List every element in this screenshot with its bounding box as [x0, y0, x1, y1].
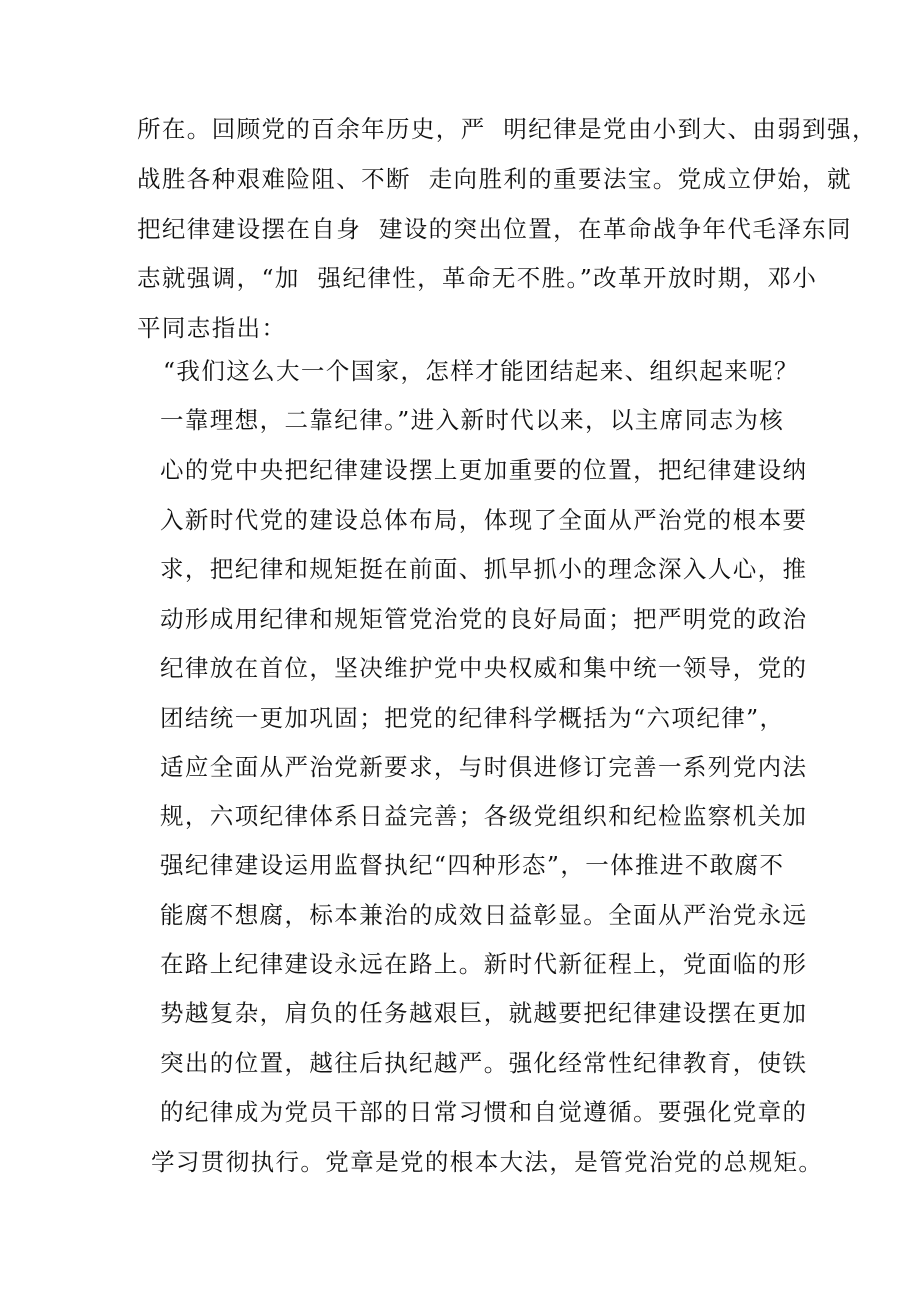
text-line: 学习贯彻执行。党章是党的根本大法，是管党治党的总规矩。 [151, 1148, 824, 1176]
text-line: 所在。回顾党的百余年历史，严 明纪律是党由小到大、由弱到强， [137, 115, 877, 143]
text-line: 团结统一更加巩固；把党的纪律科学概括为“六项纪律”， [160, 704, 785, 732]
text-line: 战胜各种艰难险阻、不断 走向胜利的重要法宝。党成立伊始，就 [137, 165, 852, 193]
text-line: 势越复杂，肩负的任务越艰巨，就越要把纪律建设摆在更加 [160, 999, 808, 1027]
text-line: 把纪律建设摆在自身 建设的突出位置，在革命战争年代毛泽东同 [137, 215, 852, 243]
text-line: 突出的位置，越往后执纪越严。强化经常性纪律教育，使铁 [160, 1049, 808, 1077]
text-line: 适应全面从严治党新要求，与时俱进修订完善一系列党内法 [160, 753, 808, 781]
text-line: 心的党中央把纪律建设摆上更加重要的位置，把纪律建设纳 [160, 456, 808, 484]
text-line: 动形成用纪律和规矩管党治党的良好局面；把严明党的政治 [160, 605, 808, 633]
text-line: 在路上纪律建设永远在路上。新时代新征程上，党面临的形 [160, 950, 808, 978]
text-line: 志就强调，“加 强纪律性，革命无不胜。”改革开放时期，邓小 [137, 264, 818, 292]
text-line: 强纪律建设运用监督执纪“四种形态”，一体推进不敢腐不 [160, 851, 785, 879]
text-line: 纪律放在首位，坚决维护党中央权威和集中统一领导，党的 [160, 654, 808, 682]
text-line: 平同志指出： [137, 314, 287, 342]
text-line: 的纪律成为党员干部的日常习惯和自觉遵循。要强化党章的 [160, 1098, 808, 1126]
text-line: 一靠理想，二靠纪律。”进入新时代以来，以主席同志为核 [160, 406, 785, 434]
text-line: 能腐不想腐，标本兼治的成效日益彰显。全面从严治党永远 [160, 901, 808, 929]
text-line: 入新时代党的建设总体布局，体现了全面从严治党的根本要 [160, 506, 808, 534]
text-line: 求，把纪律和规矩挺在前面、抓早抓小的理念深入人心，推 [160, 555, 808, 583]
text-line: 规，六项纪律体系日益完善；各级党组织和纪检监察机关加 [160, 802, 808, 830]
text-line: “我们这么大一个国家，怎样才能团结起来、组织起来呢？ [163, 357, 799, 385]
